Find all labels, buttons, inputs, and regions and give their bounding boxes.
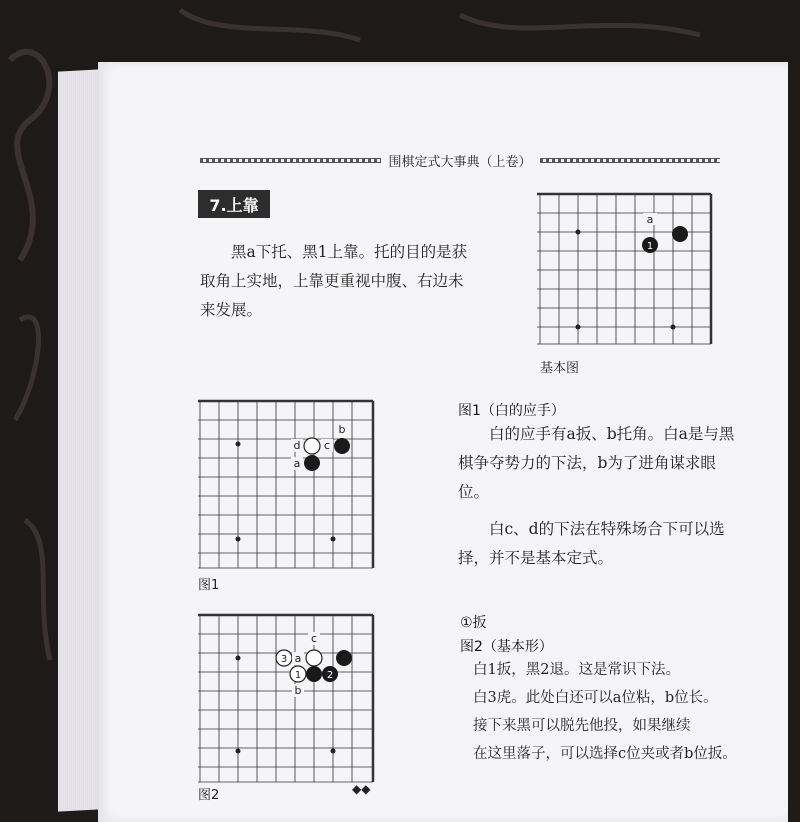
header-title: 围棋定式大事典（上卷）	[388, 154, 532, 170]
intro-line: 黑a下托、黑1上靠。托的目的是获	[200, 243, 468, 261]
star-point	[331, 537, 336, 542]
point-label-c: c	[310, 632, 318, 645]
star-point	[671, 325, 676, 330]
white-stone	[306, 650, 322, 666]
point-label-b: b	[294, 684, 302, 697]
figure1-line: 位。	[458, 483, 490, 501]
intro-paragraph	[200, 238, 520, 325]
star-point	[331, 749, 336, 754]
figure2-line: 在这里落子，可以选择c位夹或者b位扳。	[444, 746, 737, 762]
figure2-title: 图2（基本形）	[460, 639, 553, 655]
black-stone	[672, 226, 688, 242]
star-point	[236, 749, 241, 754]
intro-line: 取角上实地，上靠更重视中腹、右边未	[200, 272, 464, 290]
figure1-line: 白的应手有a扳、b托角。白a是与黑	[458, 425, 735, 443]
board-grid	[537, 194, 711, 344]
basic-diagram-board	[535, 186, 717, 346]
stone-number-3: 3	[280, 654, 288, 665]
running-header	[200, 150, 720, 170]
figure2-line: 白3虎。此处白还可以a位粘，b位长。	[444, 690, 718, 706]
point-label-b: b	[338, 423, 346, 436]
figure2-text	[444, 656, 774, 768]
board-grid	[198, 615, 373, 782]
point-label-c: c	[323, 439, 331, 452]
figure1-line: 棋争夺势力的下法，b为了进角谋求眼	[458, 454, 716, 472]
figure2-board	[196, 612, 380, 784]
star-point	[576, 325, 581, 330]
header-rule-right	[540, 158, 721, 163]
figure1-board	[196, 398, 380, 570]
star-point	[236, 537, 241, 542]
black-stone	[336, 650, 352, 666]
header-rule-left	[200, 158, 381, 163]
intro-line: 来发展。	[200, 301, 263, 319]
stone-number-1: 1	[294, 670, 302, 681]
black-stone	[334, 438, 350, 454]
stone-number-2: 2	[326, 670, 334, 681]
figure2-caption: 图2	[198, 788, 220, 803]
star-point	[236, 656, 241, 661]
figure2-line: 白1扳，黑2退。这是常识下法。	[444, 662, 680, 678]
figure2-marker: ◆◆	[352, 782, 371, 796]
figure1-caption: 图1	[198, 578, 220, 593]
black-stone	[306, 666, 322, 682]
section-heading: 7.上靠	[198, 190, 270, 218]
figure1-title: 图1（白的应手）	[458, 403, 565, 419]
figure1-line: 择，并不是基本定式。	[458, 549, 614, 567]
point-label-a: a	[293, 457, 301, 470]
star-point	[576, 230, 581, 235]
black-stone	[304, 455, 320, 471]
point-label-d: d	[293, 439, 301, 452]
star-point	[236, 442, 241, 447]
stone-number-1: 1	[646, 241, 654, 252]
figure1-line: 白c、d的下法在特殊场合下可以选	[458, 520, 725, 538]
point-label-a: a	[294, 652, 302, 665]
figure2-circled-label: ①扳	[460, 615, 487, 631]
figure2-line: 接下来黑可以脱先他投，如果继续	[444, 718, 691, 734]
figure1-text	[458, 420, 768, 573]
point-label-a: a	[646, 213, 654, 226]
basic-diagram-caption: 基本图	[540, 361, 580, 376]
white-stone	[304, 438, 320, 454]
